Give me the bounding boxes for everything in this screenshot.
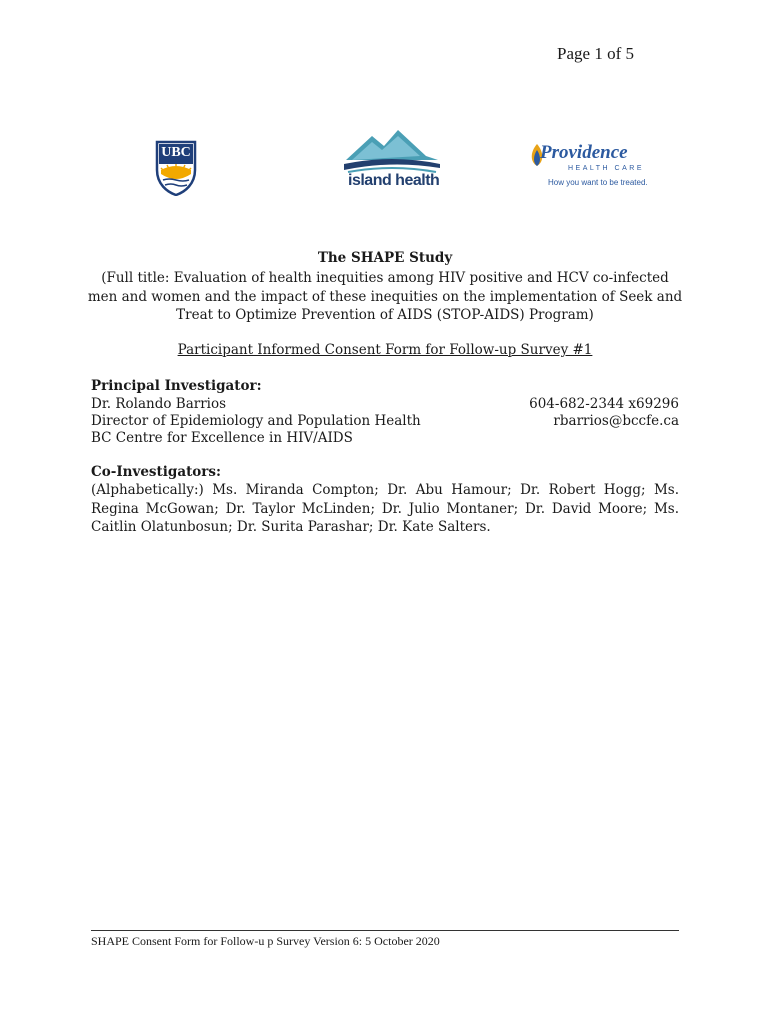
ubc-logo [155,140,197,196]
providence-logo [520,138,660,192]
study-title: The SHAPE Study [317,250,453,266]
principal-investigator-heading: Principal Investigator: [91,378,262,394]
island-health-logo-text: island health [348,172,440,189]
pi-phone: 604-682-2344 x69296 [529,396,679,412]
co-investigators-list: (Alphabetically:) Ms. Miranda Compton; Dr. Abu Hamour; Dr. Robert Hogg; Ms. Regina McGowan; Dr. Taylor McLinden; Dr. Julio Montaner; Dr. David Moore; Ms. Caitlin Olatunbosun; Dr. Surita Parashar; Dr. Kate Salters. [91,482,679,535]
page-number: Page 1 of 5 [557,44,634,63]
providence-logo-tagline: How you want to be treated. [548,178,648,187]
providence-logo-name: Providence [540,142,628,163]
footer-text: SHAPE Consent Form for Follow-u p Survey Version 6: 5 October 2020 [91,934,440,948]
providence-logo-subtitle: HEALTH CARE [568,165,644,172]
pi-name: Dr. Rolando Barrios [91,396,227,412]
pi-role: Director of Epidemiology and Population Health [91,413,421,429]
pi-organization: BC Centre for Excellence in HIV/AIDS [91,430,353,446]
ubc-logo-text: UBC [161,145,191,160]
study-full-title: (Full title: Evaluation of health inequities among HIV positive and HCV co-infected men and women and the impact of these inequities on the implementation of Seek and Treat to Optimize Prevention of AIDS (STOP-AIDS) Program) [87,270,683,323]
consent-form-title: Participant Informed Consent Form for Follow-up Survey #1 [177,342,593,358]
island-health-mountains-icon [342,128,442,174]
pi-email: rbarrios@bccfe.ca [553,413,679,429]
footer-divider [91,930,679,931]
co-investigators-heading: Co-Investigators: [91,464,222,480]
island-health-logo [342,128,442,192]
